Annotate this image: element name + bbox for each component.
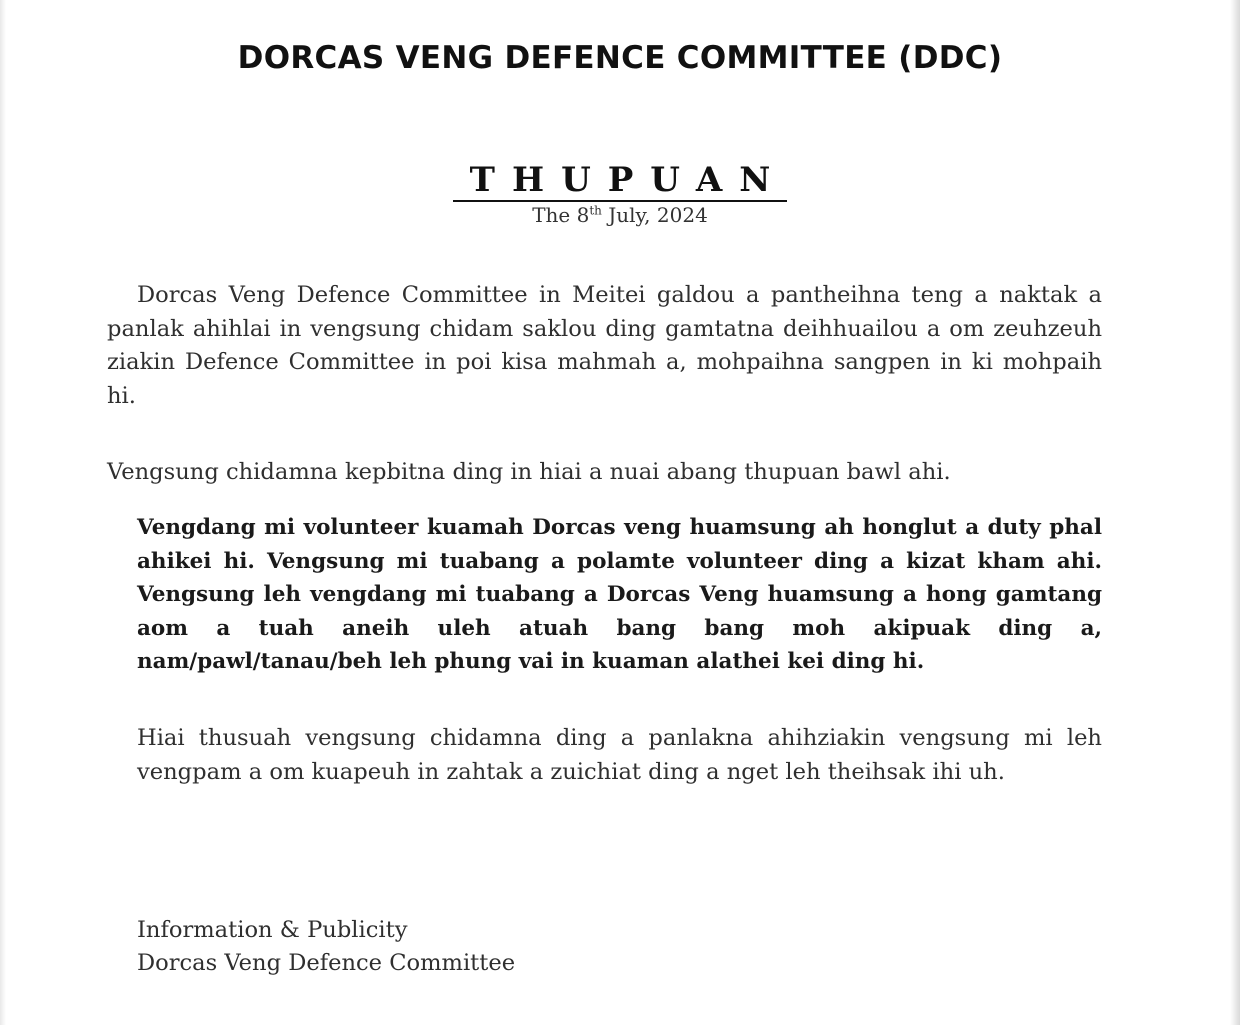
paragraph-declaration: Vengsung chidamna kepbitna ding in hiai a nuai abang thupuan bawl ahi.: [107, 459, 951, 485]
paragraph-directive: Vengdang mi volunteer kuamah Dorcas veng huamsung ah honglut a duty phal ahikei hi. Vengsung mi tuabang a polamte volunteer ding a kizat kham ahi. Vengsung leh vengdang mi tuabang a Dorcas Veng huamsung a hong gamtang aom a tuah aneih uleh atuah bang bang moh akipuak ding a, nam/pawl/tanau/beh leh phung vai in kuaman alathei kei ding hi.: [137, 515, 1102, 674]
page-left-edge: [0, 0, 6, 1025]
signature-organization: Dorcas Veng Defence Committee: [137, 950, 516, 976]
notice-title: THUPUAN: [453, 160, 788, 202]
page-right-edge: [1230, 0, 1240, 1025]
date-prefix: The 8: [532, 203, 590, 227]
paragraph-intro: Dorcas Veng Defence Committee in Meitei galdou a pantheihna teng a naktak a panlak ahihlai in vengsung chidam saklou ding gamtatna deihhuailou a om zeuhzeuh ziakin Defence Committee in poi kisa mahmah a, mohpaihna sangpen in ki mohpaih hi.: [107, 282, 1102, 409]
signature-department: Information & Publicity: [137, 917, 408, 943]
paragraph-closing: Hiai thusuah vengsung chidamna ding a panlakna ahihziakin vengsung mi leh vengpam a om kuapeuh in zahtak a zuichiat ding a nget leh theihsak ihi uh.: [137, 725, 1102, 785]
organization-title: DORCAS VENG DEFENCE COMMITTEE (DDC): [237, 40, 1003, 76]
notice-heading: [0, 160, 1240, 202]
date-ordinal-suffix: th: [589, 203, 602, 218]
notice-date: [0, 203, 1240, 227]
date-rest: July, 2024: [601, 203, 708, 227]
